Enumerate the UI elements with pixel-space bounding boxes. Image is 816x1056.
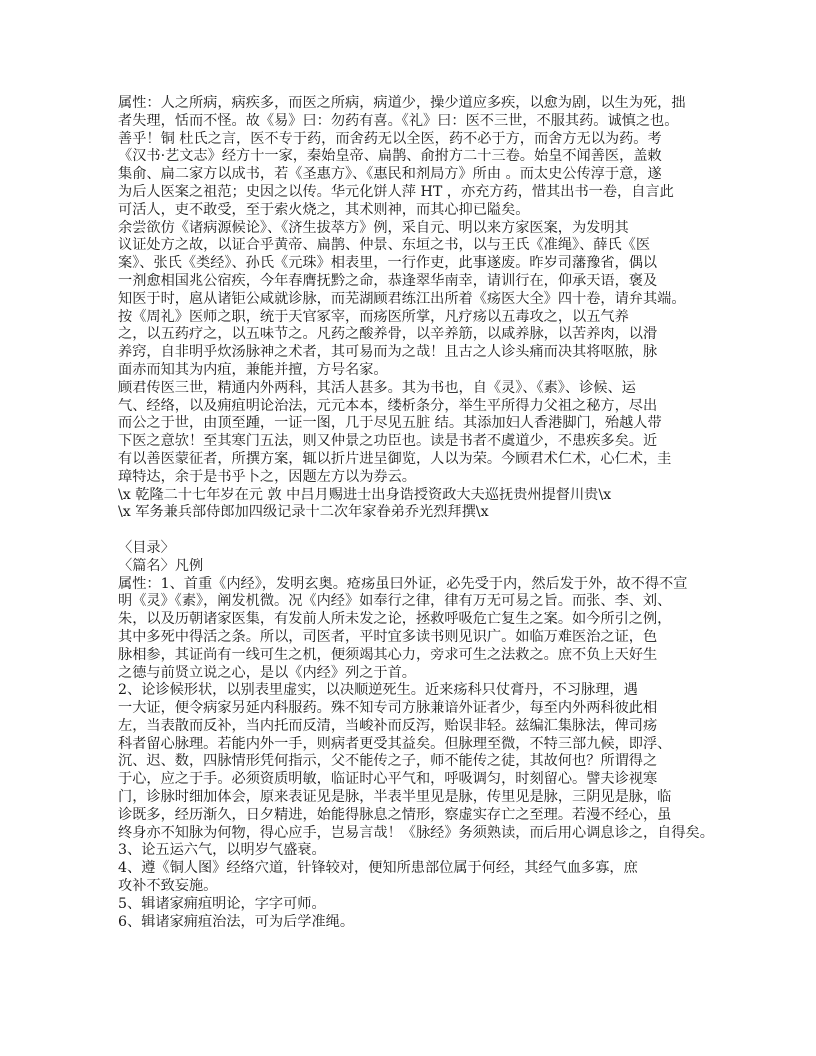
text-line: 于心，应之于手。必须资质明敏，临证时心平气和，呼吸调匀，时刻留心。譬夫诊视寒 bbox=[118, 771, 658, 788]
text-line: 一剂愈相国兆公宿疾，今年春膺抚黔之命，恭逢翠华南幸，请训行在，仰承天语，褒及 bbox=[118, 272, 658, 289]
text-line: 可活人，吏不敢受，至于索火烧之，其术则神，而其心抑已隘矣。 bbox=[118, 201, 530, 218]
preface-section bbox=[118, 95, 718, 522]
text-line: 脉相参，其证尚有一线可生之机，便须竭其心力，旁求可生之法救之。庶不负上天好生 bbox=[118, 646, 658, 663]
text-line: 4、遵《铜人图》经络穴道，针锋较对，便知所患部位属于何经，其经气血多寡，庶 bbox=[118, 860, 638, 877]
text-line: 者失理，恬而不怪。故《易》曰：勿药有喜。《礼》曰：医不三世，不服其药。诚慎之也。 bbox=[118, 112, 679, 129]
text-line: 顾君传医三世，精通内外两科，其活人甚多。其为书也，自《灵》、《素》、诊候、运 bbox=[118, 379, 636, 396]
text-line: 为后人医案之祖范；史因之以传。华元化饼人萍 HT ，亦充方药，惜其出书一卷，自言此 bbox=[118, 183, 674, 200]
text-line: 集俞、扁二家方以成书，若《圣惠方》、《惠民和剂局方》所由 。而太史公传淳于意，遂 bbox=[118, 166, 662, 183]
text-line: 案》、张氏《类经》、孙氏《元珠》相表里，一行作吏，此事遂废。昨岁司藩豫省，偶以 bbox=[118, 255, 658, 272]
text-line: 之，以五药疗之，以五味节之。凡药之酸养骨，以辛养筋，以咸养脉，以苦养肉，以滑 bbox=[118, 326, 658, 343]
text-line: 之德与前贤立说之心，是以《内经》列之于首。 bbox=[118, 664, 416, 681]
document-page bbox=[118, 95, 718, 931]
text-line: 5、辑诸家痈疽明论，字字可师。 bbox=[118, 895, 326, 912]
text-line: 下医之意欤！至其寒门五法，则又仲景之功臣也。读是书者不虞道少，不患疾多矣。近 bbox=[118, 433, 658, 450]
section-name: 〈篇名〉凡例 bbox=[118, 557, 204, 574]
text-line: 议证处方之故，以证合乎黄帝、扁鹊、仲景、东垣之书，以与王氏《准绳》、薛氏《医 bbox=[118, 237, 651, 254]
fanli-section bbox=[118, 576, 718, 932]
text-line: 有以善医蒙征者，所撰方案，辄以折片进呈御览，人以为荣。今顾君术仁术，心仁术，圭 bbox=[118, 450, 672, 467]
text-line: 攻补不致妄施。 bbox=[118, 878, 218, 895]
text-line: 余尝欲仿《诸病源候论》、《济生拔萃方》例，采自元、明以来方家医案，为发明其 bbox=[118, 219, 629, 236]
blank-line bbox=[118, 522, 718, 540]
text-line: 其中多死中得活之条。所以，司医者，平时宜多读书则见识广。如临万难医治之证，色 bbox=[118, 628, 658, 645]
text-line: 而公之于世，由顶至踵，一证一图，几于尽见五脏 结。其添加妇人香港脚门，殆越人带 bbox=[118, 415, 662, 432]
text-line: 璋特达，余于是书乎卜之，因题左方以为券云。 bbox=[118, 468, 416, 485]
text-line: 门，诊脉时细加体会，原来表证见是脉，半表半里见是脉，传里见是脉，三阴见是脉，临 bbox=[118, 789, 672, 806]
text-line: 3、论五运六气，以明岁气盛衰。 bbox=[118, 842, 326, 859]
text-line: 属性：人之所病，病疾多，而医之所病，病道少，操少道应多疾，以愈为剧，以生为死，拙 bbox=[118, 95, 686, 111]
text-line: \x 军务兼兵部侍郎加四级记录十二次年家眷弟乔光烈拜撰\x bbox=[118, 504, 489, 521]
text-line: 养窍，自非明乎炊汤脉神之术者，其可易而为之哉！且古之人诊头痛而决其将呕脓，脉 bbox=[118, 344, 658, 361]
text-line: \x 乾隆二十七年岁在元 敦 中吕月赐进士出身诰授资政大夫巡抚贵州提督川贵\x bbox=[118, 486, 612, 503]
text-line: 气、经络，以及痈疽明论治法，元元本本，缕析条分，举生平所得力父祖之秘方，尽出 bbox=[118, 397, 658, 414]
text-line: 左，当表散而反补，当内托而反清，当峻补而反泻，贻误非轻。兹编汇集脉法，俾司疡 bbox=[118, 717, 658, 734]
text-line: 面赤而知其为内疽，兼能并擅，方号名家。 bbox=[118, 361, 388, 378]
text-line: 《汉书·艺文志》经方十一家，秦始皇帝、扁鹊、俞拊方二十三卷。始皇不闻善医，盖敕 bbox=[118, 148, 662, 165]
toc-heading: 〈目录〉 bbox=[118, 539, 175, 556]
text-line: 科者留心脉理。若能内外一手，则病者更受其益矣。但脉理至微，不特三部九候，即浮、 bbox=[118, 735, 672, 752]
text-line: 明《灵》《素》，阐发机微。况《内经》如奉行之律，律有万无可易之旨。而张、李、刘、 bbox=[118, 593, 672, 610]
text-line: 终身亦不知脉为何物，得心应手，岂易言哉！《脉经》务须熟读，而后用心调息诊之，自得矣。 bbox=[118, 824, 714, 841]
text-line: 一大证，便令病家另延内科服药。殊不知专司方脉兼谙外证者少，每至内外两科彼此相 bbox=[118, 700, 658, 717]
text-line: 善乎！铜 杜氏之言，医不专于药，而舍药无以全医，药不必于方，而舍方无以为药。考 bbox=[118, 130, 662, 147]
text-line: 按《周礼》医师之职，统于天官冢宰，而疡医所掌，凡疗疡以五毒攻之，以五气养 bbox=[118, 308, 629, 325]
text-line: 2、论诊候形状，以别表里虚实，以决顺逆死生。近来疡科只仗膏丹，不习脉理，遇 bbox=[118, 682, 638, 699]
text-line: 沉、迟、数，四脉情形凭何指示，父不能传之子，师不能传之徒，其故何也？所谓得之 bbox=[118, 753, 658, 770]
text-line: 知医于时，扈从诸钜公咸就诊脉，而芜湖顾君练江出所着《疡医大全》四十卷，请弁其端。 bbox=[118, 290, 686, 307]
text-line: 属性：1、首重《内经》，发明玄奥。疮疡虽曰外证，必先受于内，然后发于外，故不得不宣 bbox=[118, 575, 688, 592]
text-line: 朱，以及历朝诸家医集，有发前人所未发之论，拯救呼吸危亡复生之案。如今所引之例， bbox=[118, 611, 672, 628]
text-line: 诊既多，经历渐久，日夕精进，始能得脉息之情形，察虚实存亡之至理。若漫不经心，虽 bbox=[118, 806, 672, 823]
text-line: 6、辑诸家痈疽治法，可为后学准绳。 bbox=[118, 913, 355, 930]
